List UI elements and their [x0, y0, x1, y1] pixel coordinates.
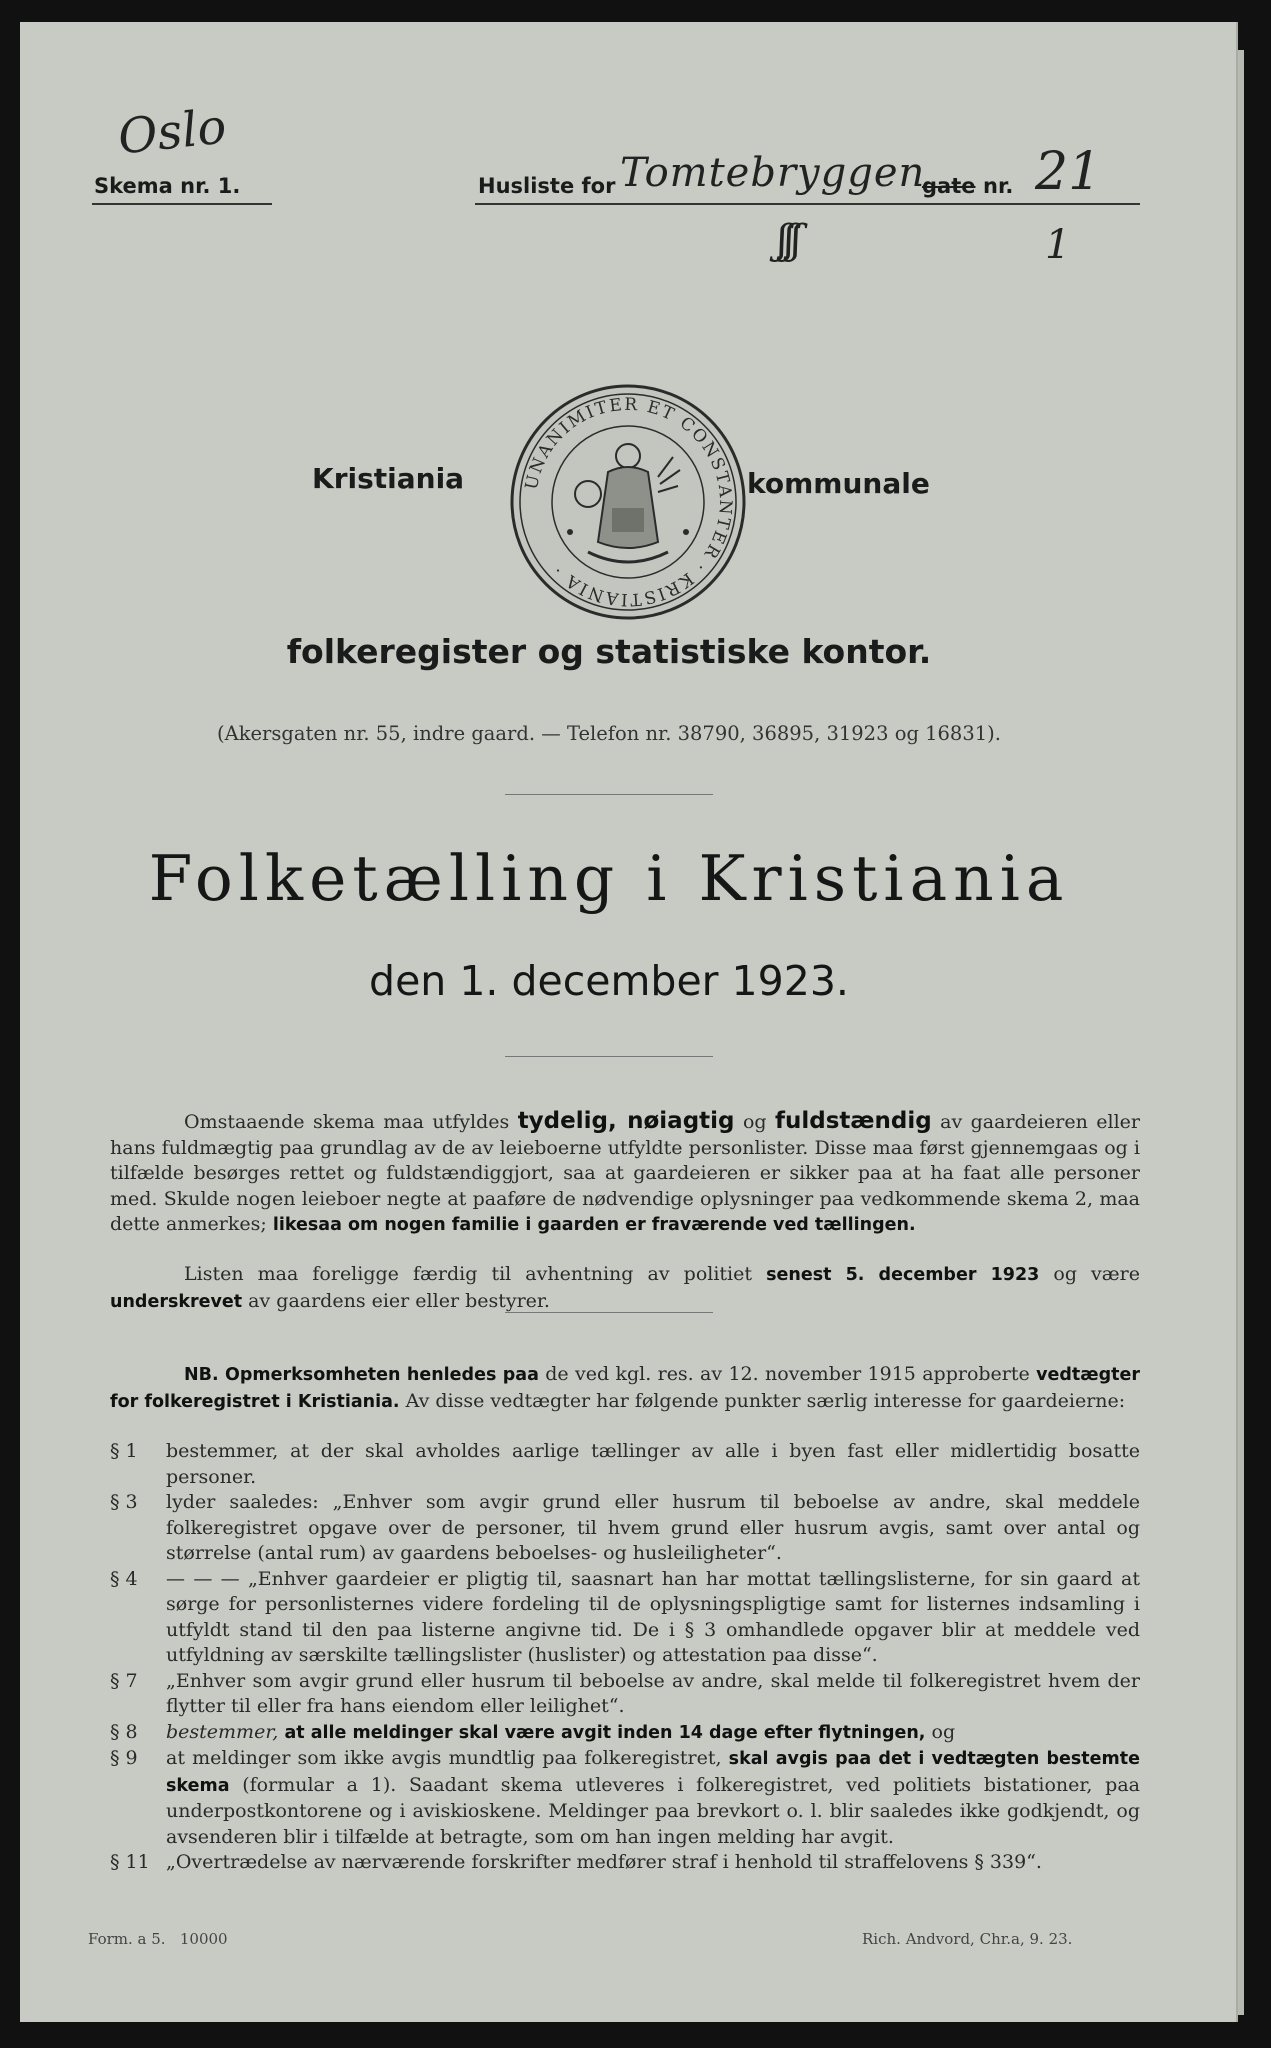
- gate-label: gate: [922, 174, 976, 198]
- husliste-underline: [475, 203, 1140, 205]
- section-7: § 7 „Enhver som avgir grund eller husrum til beboelse av andre, skal melde til folkeregistret hvem der flytter til eller fra hans eiendom eller leilighet“.: [110, 1669, 1140, 1717]
- street-handwritten: Tomtebryggen: [620, 150, 926, 196]
- main-title: Folketælling i Kristiania: [148, 842, 1070, 915]
- office-subtitle: folkeregister og statistiske kontor.: [286, 632, 932, 671]
- number-handwritten: 21: [1035, 142, 1102, 202]
- street-handwritten-cont: ʃʃʃ: [777, 217, 798, 263]
- nb-intro: NB. Opmerksomheten henledes paa de ved kgl. res. av 12. november 1915 approberte vedtægter for folkeregistret i Kristiania. Av disse vedtægter har følgende punkter særlig interesse for gaardeierne:: [110, 1363, 1141, 1412]
- section-1: § 1 bestemmer, at der skal avholdes aarlige tællinger av alle i byen fast eller midlertidig bosatte personer.: [110, 1440, 1140, 1488]
- city-seal: [508, 382, 748, 622]
- section-8: § 8 bestemmer, at alle meldinger skal være avgit inden 14 dage efter flytningen, og: [110, 1720, 956, 1743]
- divider-2: [505, 1056, 713, 1057]
- skema-label: Skema nr. 1.: [94, 174, 241, 198]
- divider-3: [505, 1312, 713, 1313]
- nb-sections: [110, 1439, 1140, 1876]
- city-handwritten: Oslo: [115, 98, 229, 166]
- instructions-paragraph-1: Omstaaende skema maa utfyldes tydelig, nøiagtig og fuldstændig av gaardeieren eller hans fuldmægtig paa grundlag av de av leieboerne utfyldte personlister. Disse maa først gjennemgaas og i tilfælde besørges rettet og fuldstændiggjort, saa at gaardeieren er sikker paa at ha faat alle personer med. Skulde nogen leieboer negte at paaføre de nødvendige oplysninger paa vedkommende skema 2, maa dette anmerkes; likesaa om nogen familie i gaarden er fraværende ved tællingen.: [110, 1108, 1140, 1235]
- census-date: den 1. december 1923.: [369, 957, 849, 1005]
- form-number: Form. a 5. 10000: [88, 1930, 228, 1948]
- nr-label: nr.: [983, 174, 1014, 198]
- census-form-page: [20, 22, 1238, 2022]
- section-4: § 4 — — — „Enhver gaardeier er pligtig til, saasnart han har mottat tællingslisterne, for sin gaard at sørge for personlisternes videre fordeling til de oplysningspligtige samt for listernes indsamling i utfyldt stand til den paa listerne angivne tid. De i § 3 omhandlede opgaver blir at meddele ved utfyldning av særskilte tællingslister (huslister) og attestation paa disse“.: [110, 1567, 1140, 1666]
- seal-lettering: UNANIMITER ET CONSTANTER · KRISTIANIA ·: [521, 394, 736, 610]
- section-11: § 11 „Overtrædelse av nærværende forskrifter medfører straf i henhold til straffelovens § 339“.: [110, 1851, 1042, 1873]
- kristiania-word: Kristiania: [312, 462, 465, 495]
- skema-underline: [92, 203, 272, 205]
- kommunale-word: kommunale: [747, 467, 930, 500]
- divider-1: [505, 794, 713, 795]
- office-address: (Akersgaten nr. 55, indre gaard. — Telefon nr. 38790, 36895, 31923 og 16831).: [217, 722, 1001, 745]
- section-3: § 3 lyder saaledes: „Enhver som avgir grund eller husrum til beboelse av andre, skal meddele folkeregistret opgave over de personer, til hvem grund eller husrum avgis, samt over antal og størrelse (antal rum) av gaardens beboelses- og husleiligheter“.: [110, 1491, 1140, 1564]
- city-seal-graphic: [508, 382, 748, 622]
- sub-number-handwritten: 1: [1045, 222, 1071, 268]
- husliste-label: Husliste for: [478, 174, 616, 198]
- instructions-paragraph-2: Listen maa foreligge færdig til avhentning av politiet senest 5. december 1923 og være underskrevet av gaardens eier eller bestyrer.: [110, 1263, 1140, 1312]
- printer-credit: Rich. Andvord, Chr.a, 9. 23.: [862, 1930, 1073, 1948]
- section-9: § 9 at meldinger som ikke avgis mundtlig paa folkeregistret, skal avgis paa det i vedtægten bestemte skema (formular a 1). Saadant skema utleveres i folkeregistret, ved politiets bistationer, paa underpostkontorene og i aviskioskene. Meldinger paa brevkort o. l. blir saaledes ikke godkjendt, og avsenderen blir i tilfælde at betragte, som om han ingen melding har avgit.: [110, 1747, 1140, 1848]
